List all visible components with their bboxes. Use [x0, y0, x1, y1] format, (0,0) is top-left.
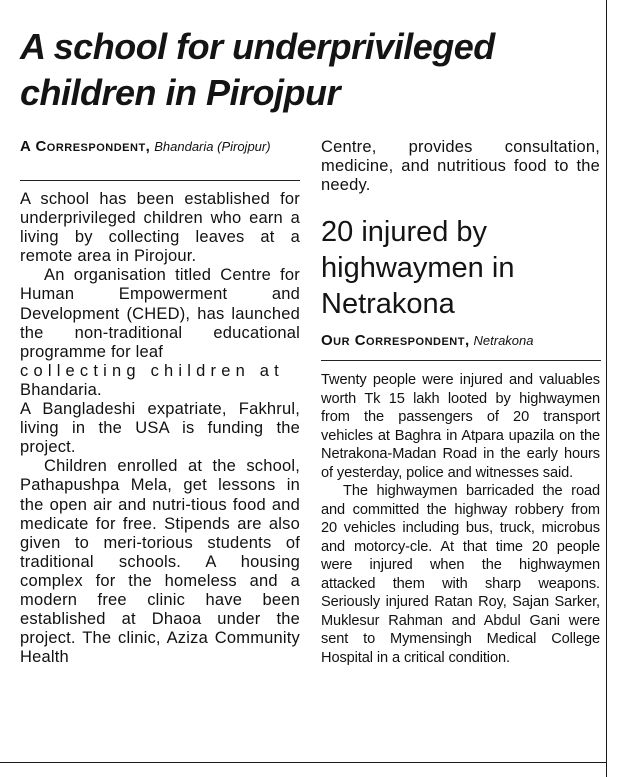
second-paragraph-2: The highwaymen barricaded the road and committed the highway robbery from 20 vehicles including bus, truck, microbus and motorcy-cle. At that time 20 people were injured when the highwaymen attacked them with sharp weapons. Seriously injured Ratan Roy, Sajan Sarker, Muklesur Rahman and Abdul Gani were sent to Mymensingh Medical College Hospital in a critical condition. — [321, 483, 600, 666]
main-byline-place: Bhandaria (Pirojpur) — [154, 139, 271, 154]
main-byline-rule — [20, 180, 300, 181]
second-paragraph-1: Twenty people were injured and valuables worth Tk 15 lakh looted by highwaymen from the passengers of 20 transport vehicles at Baghra in Atpara upazila on the Netrakona-Madan Road in the early hours of yesterday, police and witnesses said. — [321, 372, 600, 481]
page-rule-bottom — [0, 762, 607, 763]
main-headline: A school for underprivileged children in Pirojpur — [20, 26, 495, 113]
main-continuation-text: Centre, provides consultation, medicine, and nutritious food to the needy. — [321, 138, 600, 195]
main-paragraph-3: A Bangladeshi expatriate, Fakhrul, living in the USA is funding the project. — [20, 400, 300, 457]
main-paragraph-2-end: Bhandaria. — [20, 380, 102, 399]
second-headline: 20 injured by highwaymen in Netrakona — [321, 216, 515, 320]
main-paragraph-2: An organisation titled Centre for Human Empowerment and Development (CHED), has launched the non-traditional educational programme for leaf — [20, 266, 300, 361]
main-byline — [20, 138, 304, 155]
main-article-body — [20, 190, 300, 667]
main-byline-name: A Correspondent, — [20, 138, 151, 155]
main-paragraph-4: Children enrolled at the school, Pathapushpa Mela, get lessons in the open air and nutri-tious food and medicate for free. Stipends are also given to meri-torious students of traditional schools. A housing complex for the homeless and a modern free clinic have been established at Dhaoa under the project. The clinic, Aziza Community Health — [20, 457, 300, 667]
main-article-continuation — [321, 138, 600, 196]
main-paragraph-2-spread-line: collecting children at — [20, 361, 284, 380]
column-rule-right — [606, 0, 607, 777]
second-byline-name: Our Correspondent, — [321, 332, 470, 349]
main-paragraph-1: A school has been established for underprivileged children who earn a living by collecting leaves at a remote area in Pirojour. — [20, 190, 300, 266]
second-article-body — [321, 371, 600, 667]
second-byline-place: Netrakona — [473, 333, 534, 348]
second-byline — [321, 332, 601, 349]
second-byline-rule — [321, 360, 601, 361]
